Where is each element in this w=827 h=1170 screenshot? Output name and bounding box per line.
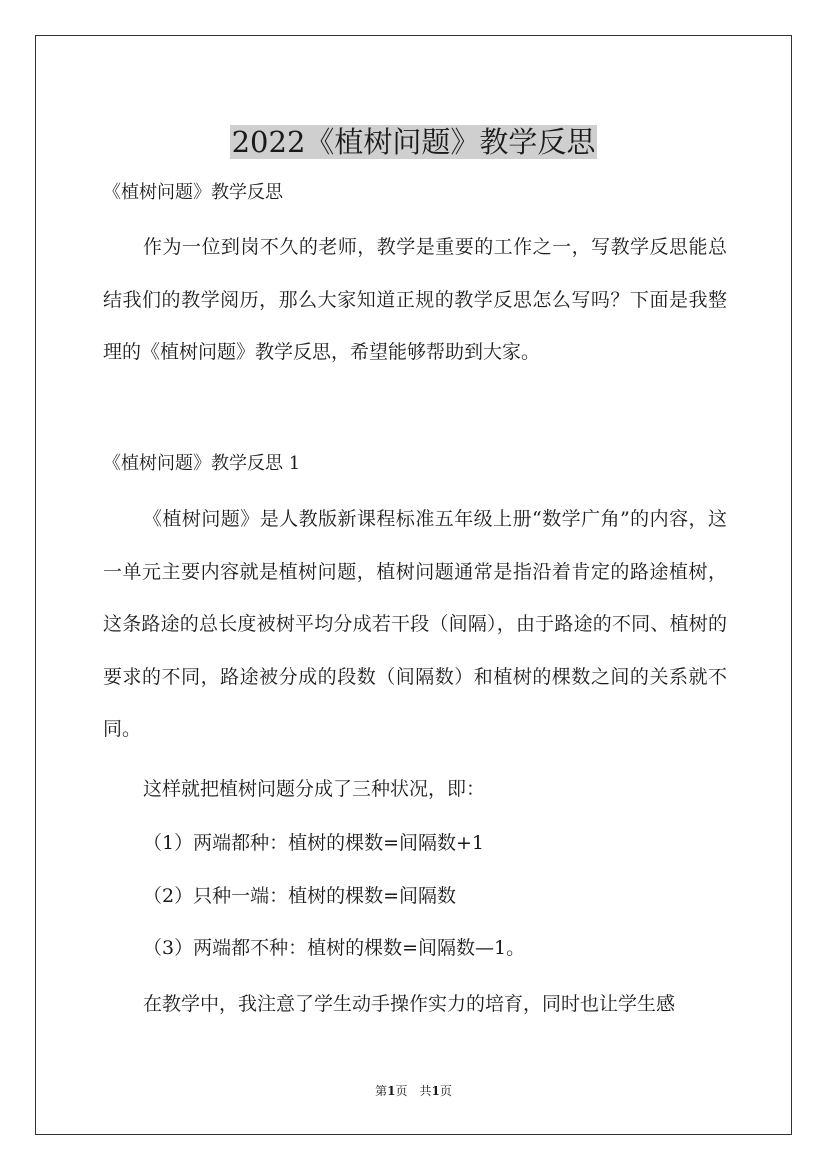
footer-mid: 页 共	[395, 1084, 432, 1098]
subheading-2: 《植树问题》教学反思 1	[103, 453, 301, 474]
case-item-1: （1）两端都种：植树的棵数=间隔数+1	[143, 832, 485, 854]
document-title-text: 2022《植树问题》教学反思	[231, 125, 596, 160]
footer-prefix: 第	[375, 1084, 388, 1098]
footer-page-total: 1	[431, 1084, 440, 1098]
case-item-3: （3）两端都不种：植树的棵数=间隔数—1。	[143, 937, 526, 959]
body-paragraph-1: 《植树问题》是人教版新课程标准五年级上册“数学广角”的内容，这一单元主要内容就是植树问题，植树问题通常是指沿着肯定的路途植树，这条路途的总长度被树平均分成若干段（间隔），由于路途的不同、植树的要求的不同，路途被分成的段数（间隔数）和植树的棵数之间的关系就不同。	[103, 508, 727, 740]
footer-page-number: 1	[387, 1084, 396, 1098]
body-line-2: 这样就把植树问题分成了三种状况，即：	[143, 778, 486, 800]
case-item-2: （2）只种一端：植树的棵数=间隔数	[143, 885, 457, 907]
document-title	[0, 122, 827, 162]
subheading-1: 《植树问题》教学反思	[103, 182, 283, 203]
footer-suffix: 页	[439, 1084, 452, 1098]
body-line-3: 在教学中，我注意了学生动手操作实力的培育，同时也让学生感	[143, 993, 676, 1015]
intro-paragraph: 作为一位到岗不久的老师，教学是重要的工作之一，写教学反思能总结我们的教学阅历，那么大家知道正规的教学反思怎么写吗？下面是我整理的《植树问题》教学反思，希望能够帮助到大家。	[103, 236, 727, 363]
page-footer	[0, 1082, 827, 1100]
